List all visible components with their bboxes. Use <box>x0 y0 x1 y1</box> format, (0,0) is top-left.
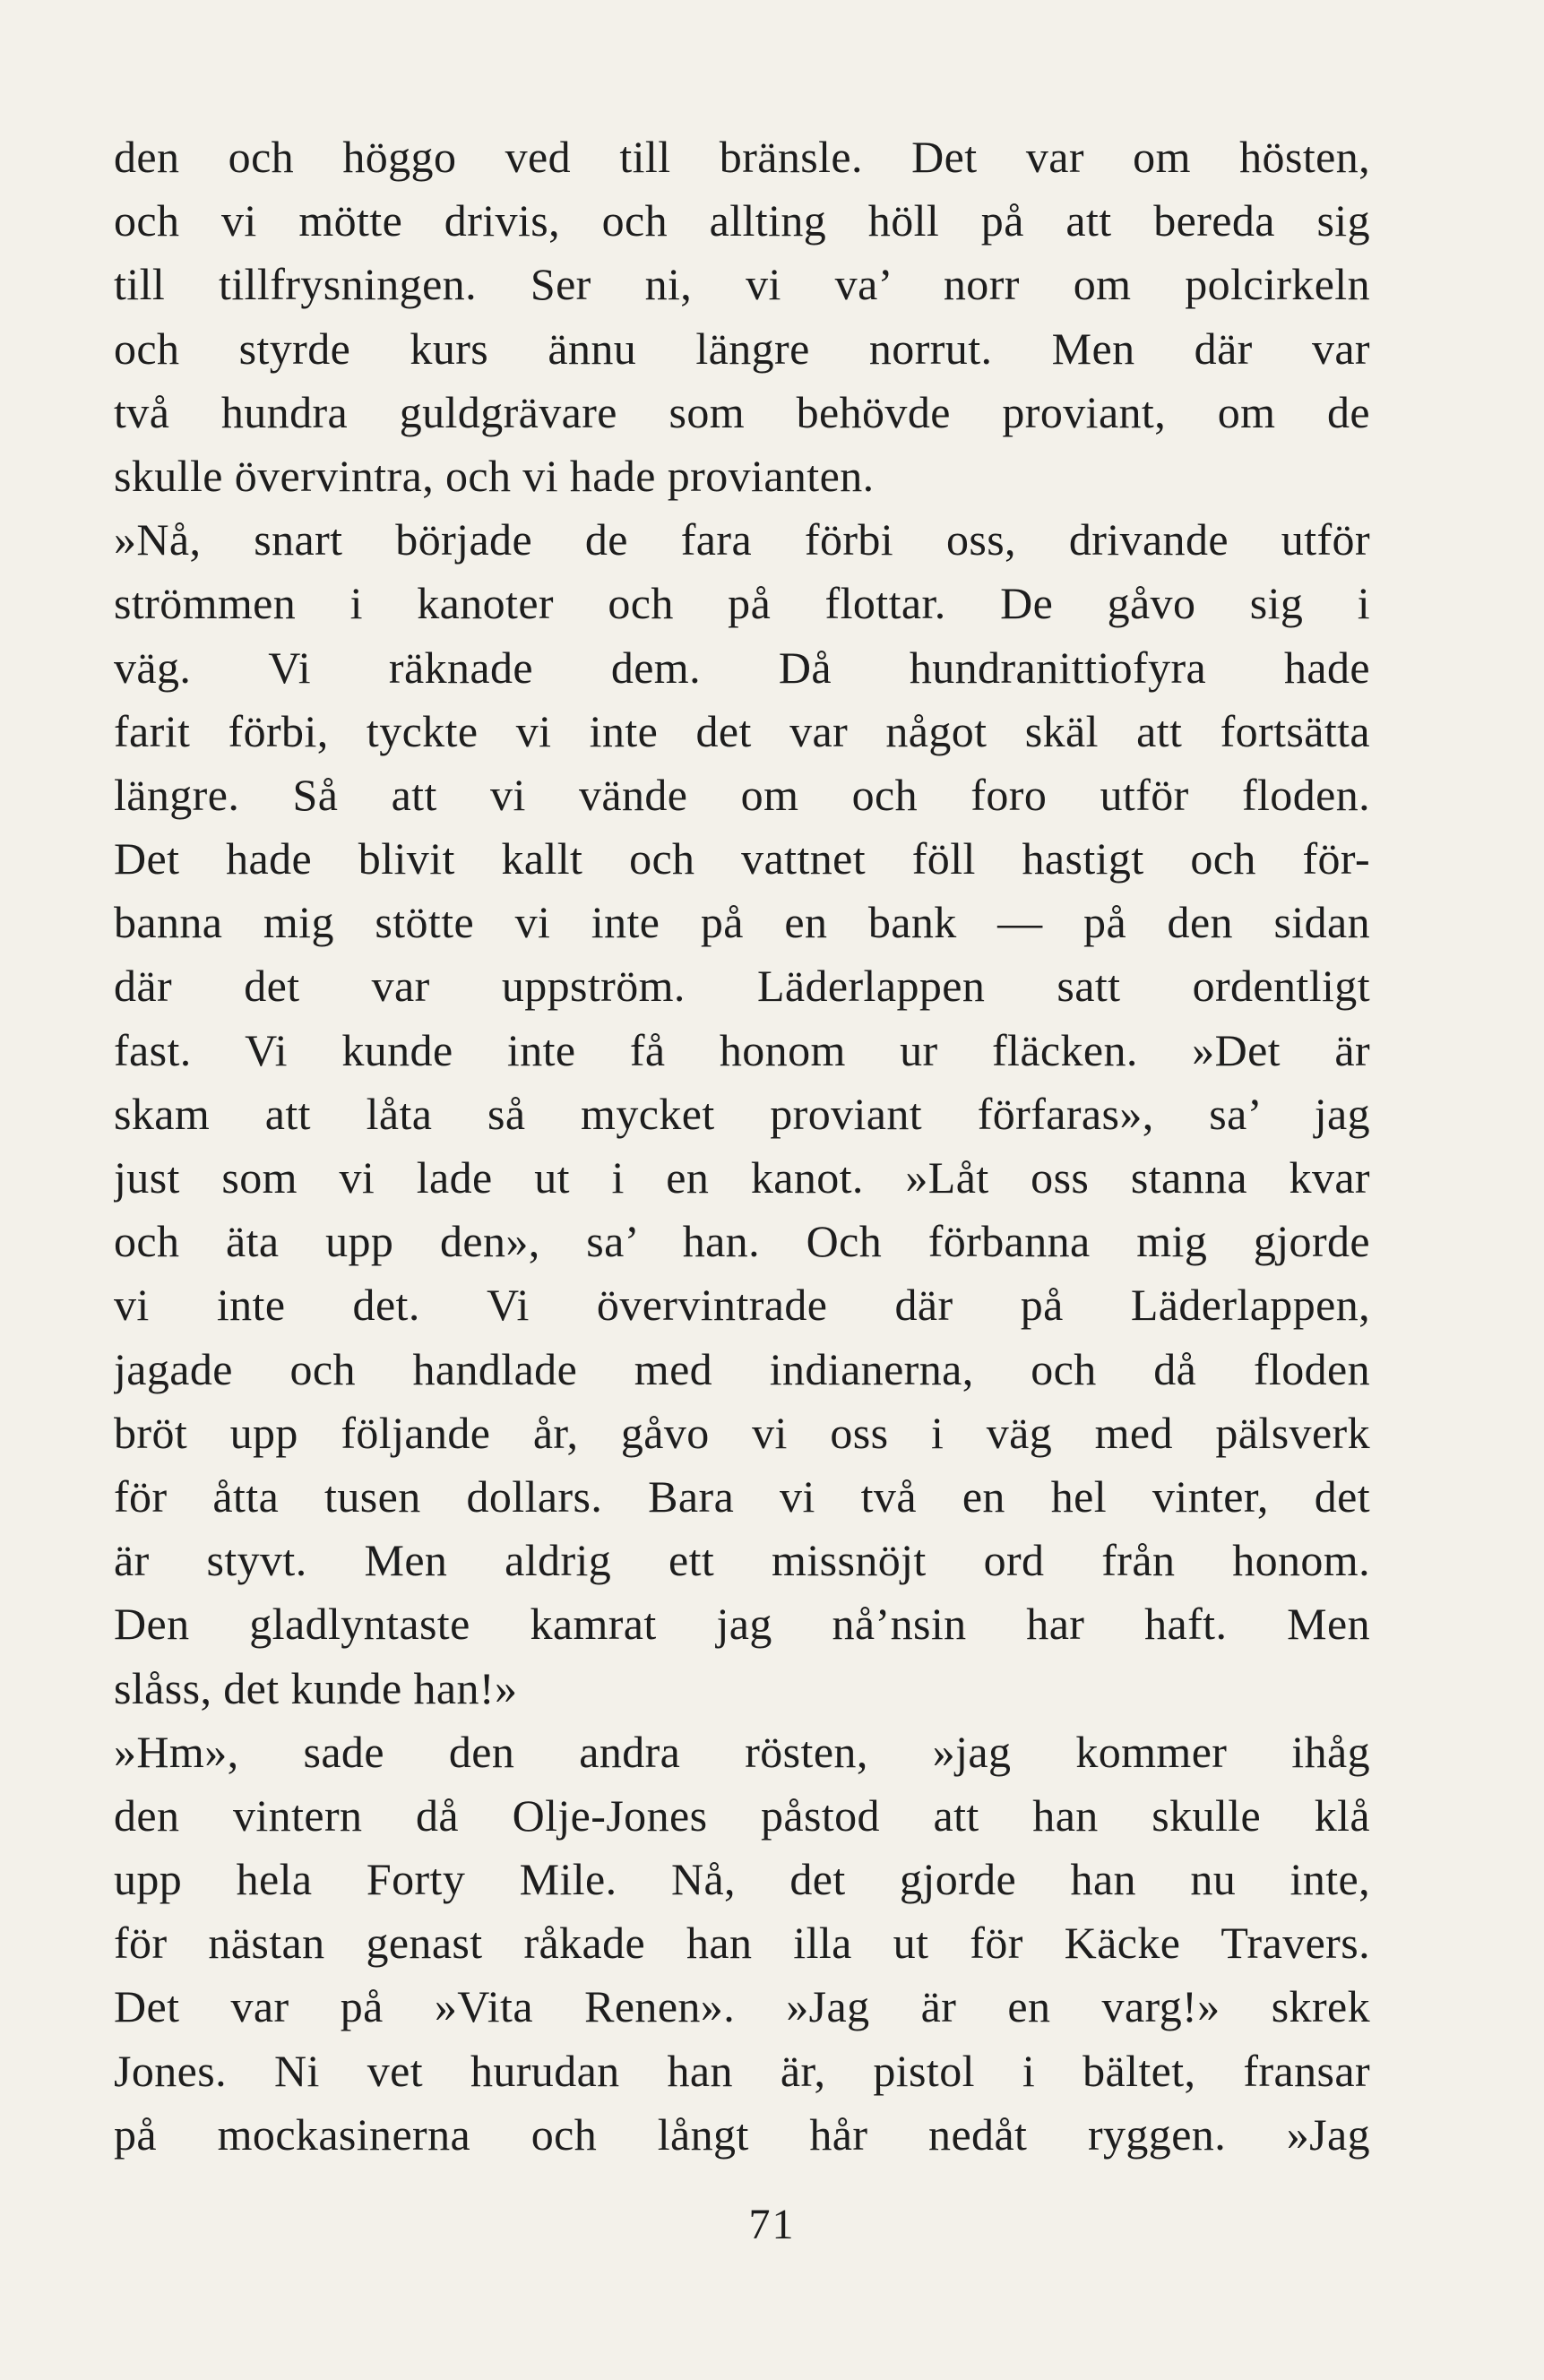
body-text <box>114 125 1370 2167</box>
text-line: och äta upp den», sa’ han. Och förbanna mig gjorde <box>114 1216 1370 1267</box>
text-line: strömmen i kanoter och på flottar. De gåvo sig i <box>114 578 1370 629</box>
text-line: den och höggo ved till bränsle. Det var om hösten, <box>114 132 1370 182</box>
text-line: farit förbi, tyckte vi inte det var något skäl att fortsätta <box>114 705 1370 756</box>
text-line: »Nå, snart började de fara förbi oss, drivande utför <box>114 514 1370 565</box>
text-line: bröt upp följande år, gåvo vi oss i väg med pälsverk <box>114 1407 1370 1458</box>
text-line: längre. Så att vi vände om och foro utför floden. <box>114 769 1370 820</box>
text-line: just som vi lade ut i en kanot. »Låt oss stanna kvar <box>114 1152 1370 1203</box>
text-line: jagade och handlade med indianerna, och då floden <box>114 1343 1370 1394</box>
text-line: Den gladlyntaste kamrat jag nå’nsin har haft. Men <box>114 1599 1370 1650</box>
text-line: slåss, det kunde han!» <box>114 1662 518 1713</box>
page-number: 71 <box>748 2201 796 2248</box>
text-line: på mockasinerna och långt hår nedåt ryggen. »Jag <box>114 2108 1370 2160</box>
text-line: är styvt. Men aldrig ett missnöjt ord från honom. <box>114 1535 1370 1586</box>
text-line: Jones. Ni vet hurudan han är, pistol i bältet, fransar <box>114 2045 1370 2096</box>
text-line: vi inte det. Vi övervintrade där på Läderlappen, <box>114 1280 1370 1331</box>
text-line: banna mig stötte vi inte på en bank — på den sidan <box>114 897 1370 948</box>
text-line: två hundra guldgrävare som behövde proviant, om de <box>114 386 1370 437</box>
text-line: för nästan genast råkade han illa ut för Käcke Travers. <box>114 1918 1370 1969</box>
text-line: Det hade blivit kallt och vattnet föll hastigt och för- <box>114 833 1370 884</box>
text-line: där det var uppström. Läderlappen satt ordentligt <box>114 961 1370 1012</box>
text-line: och vi mötte drivis, och allting höll på att bereda sig <box>114 195 1370 246</box>
text-line: upp hela Forty Mile. Nå, det gjorde han nu inte, <box>114 1854 1370 1905</box>
text-line: Det var på »Vita Renen». »Jag är en varg!» skrek <box>114 1981 1370 2032</box>
text-line: skam att låta så mycket proviant förfaras», sa’ jag <box>114 1088 1370 1139</box>
text-line: väg. Vi räknade dem. Då hundranittiofyra hade <box>114 642 1370 693</box>
text-line: skulle övervintra, och vi hade provianten. <box>114 450 875 501</box>
text-line: »Hm», sade den andra rösten, »jag kommer ihåg <box>114 1726 1370 1777</box>
text-line: för åtta tusen dollars. Bara vi två en hel vinter, det <box>114 1470 1370 1522</box>
text-line: och styrde kurs ännu längre norrut. Men där var <box>114 323 1370 374</box>
text-line: fast. Vi kunde inte få honom ur fläcken. »Det är <box>114 1024 1370 1075</box>
text-line: den vintern då Olje-Jones påstod att han skulle klå <box>114 1789 1370 1841</box>
text-line: till tillfrysningen. Ser ni, vi va’ norr om polcirkeln <box>114 259 1370 310</box>
